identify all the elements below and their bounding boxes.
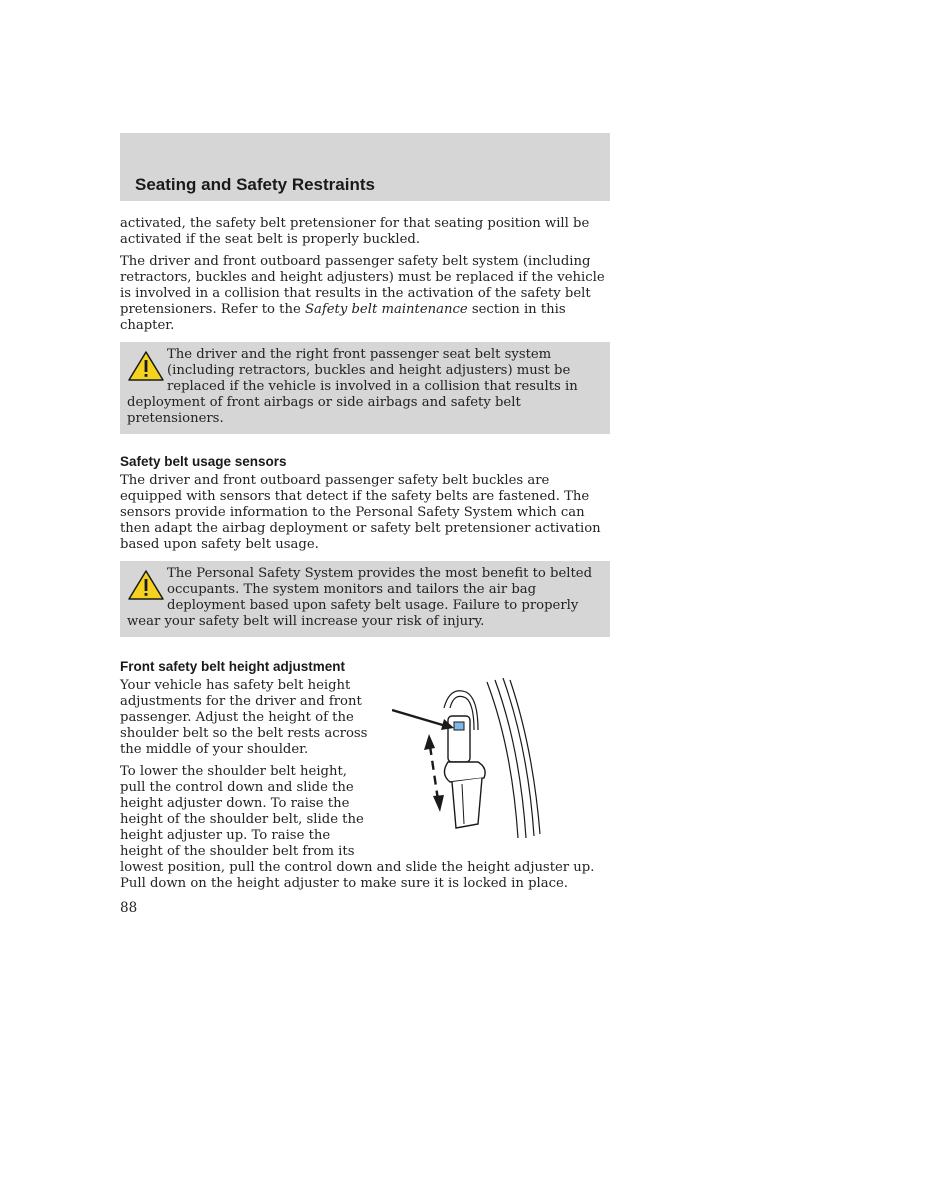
page-number: 88 <box>120 900 138 916</box>
intro-text-2: section in this chapter. <box>120 302 566 333</box>
intro-paragraph-2 <box>120 254 610 334</box>
warning-box-1 <box>120 342 610 434</box>
warning-triangle-icon <box>127 350 167 382</box>
maintenance-reference: Safety belt maintenance <box>304 302 468 317</box>
header-band <box>120 133 610 201</box>
height-paragraph-1: Your vehicle has safety belt height adjustments for the driver and front passenger. Adjust the height of the shoulder belt so the belt rests across the middle of your shoulder. <box>120 678 368 757</box>
section-heading-sensors: Safety belt usage sensors <box>120 454 287 469</box>
intro-paragraph-1: activated, the safety belt pretensioner for that seating position will be activated if the seat belt is properly buckled. <box>120 216 590 247</box>
intro-text-1: The driver and front outboard passenger safety belt system (including retractors, buckles and height adjusters) must be replaced if the vehicle is involved in a collision that results in the activation of the safety belt pretensioners. Refer to the <box>120 254 605 317</box>
section-heading-height-adjustment: Front safety belt height adjustment <box>120 659 346 674</box>
warning-text-1: The driver and the right front passenger seat belt system (including retractors, buckles and height adjusters) must be replaced if the vehicle is involved in a collision that results in deployment of front airbags or side airbags and safety belt pretensioners. <box>127 347 578 426</box>
height-paragraph-2: To lower the shoulder belt height, pull the control down and slide the height adjuster down. To raise the height of the shoulder belt, slide the height adjuster up. To raise the height of the shoulder belt from its lowest position, pull the control down and slide the height adjuster up. Pull down on the height adjuster to make sure it is locked in place. <box>120 764 595 891</box>
belt-height-adjuster-illustration <box>392 678 562 846</box>
sensors-paragraph: The driver and front outboard passenger safety belt buckles are equipped with sensors that detect if the safety belts are fastened. The sensors provide information to the Personal Safety System which can then adapt the airbag deployment or safety belt pretensioner activation based upon safety belt usage. <box>120 473 601 552</box>
main-content <box>120 216 610 898</box>
warning-text-2: The Personal Safety System provides the most benefit to belted occupants. The system monitors and tailors the air bag deployment based upon safety belt usage. Failure to properly wear your safety belt will increase your risk of injury. <box>127 566 593 629</box>
page-title: Seating and Safety Restraints <box>135 175 375 194</box>
warning-box-2 <box>120 561 610 637</box>
warning-triangle-icon <box>127 569 167 601</box>
